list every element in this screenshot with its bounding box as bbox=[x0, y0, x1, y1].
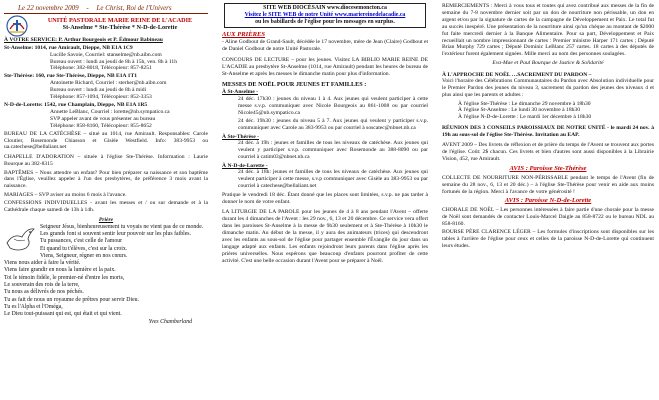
column-left bbox=[4, 0, 208, 400]
remerciements-text: REMERCIEMENTS : Merci à vous tous et toutes qui avez contribué aux messes de la fin de semaine du 7-8 novembre dernier soit par un don de nourriture non périssable, un don en argent et/ou par la signature de cartes de la campagne de Développement et Paix. Le total fut au succès inespéré. Une présentation de la nourriture ainsi qu'un chèque au montant de $2000 fut faite mercredi dernier à la Banque Alimentaire. Pour sa part, Développement et Paix recueillait un nombre impressionnant de cartes : Premier ministre Harper 171 cartes ; Député Brian Murphy 729 cartes ; Député Dominic LeBlanc 257 cartes. 18 cartes à des députés de l'extérieur furent également signées. Mille merci au nom des personnes soulagées. bbox=[442, 3, 654, 58]
parish-logo bbox=[6, 15, 28, 37]
dove-icon bbox=[4, 225, 36, 255]
messes-noel-title: MESSES DE NOËL POUR JEUNES ET FAMILLES : bbox=[222, 81, 367, 89]
avent-text: AVENT 2009 – Des livrets de réflexion et de prière du temps de l'Avent se trouvent aux portes de l'église. Coût: 2$ chacun. Ces livrets et bien d'autres sont aussi disponibles à la Librairie Vision, 452, rue Amirault. bbox=[442, 142, 654, 162]
mariages-notice: MARIAGES – SVP aviser au moins 6 mois à l'avance. bbox=[4, 191, 127, 198]
liturgie-text: LA LITURGIE DE LA PAROLE pour les jeunes de 4 à 8 ans pendant l'Avent – offerte durant les 4 dimanches de l'Avent : les 29 nov., 6, 13 et 20 décembre. Ce service vera offert dans les paroisses St-Anselme à la messe de 9h30 seulement et à Ste-Thérèse à 10h30 le dimanche matin. Au début de la messe, il y aura des animateurs (trices) qui descendront avec les enfants au sous-sol de l'église pour partager ensemble l'Évangile du jour dans un langage adapté aux enfants. Les enfants rejoindront leurs parents dans l'église après les prières universelles. Nous espérons que beaucoup d'enfants pourront profiter de cette activité. C'est une belle occasion durant l'Avent pour se préparer à Noël. bbox=[222, 209, 428, 264]
messes-footer: Pratique le vendredi 18 déc. Étant donné que les places sont limitées, s.v.p. ne pas tarder à donner le nom de votre enfant. bbox=[222, 191, 428, 205]
pardon-item: À l'église Ste-Thérèse : Le dimanche 29 novembre à 18h30 bbox=[458, 100, 591, 107]
pardon-item: À l'église N-D-de-Lorette : Le mardi 1er décembre à 18h30 bbox=[458, 114, 592, 121]
unit-banner bbox=[32, 17, 208, 32]
bulletin-header: Le 22 novembre 2009 - Le Christ, Roi de l'Univers bbox=[4, 3, 208, 14]
pardon-item: À l'église St-Anselme : Le lundi 30 novembre à 18h30 bbox=[458, 107, 581, 114]
bourse-text: BOURSE PÈRE CLARENCE LÉGER – Les formules d'inscriptions sont disponibles sur les tables à l'arrière de l'église pour ceux et celles de la paroisse N-D-de-Lorette qui continuent leurs études. bbox=[442, 229, 654, 250]
aux-prieres-title: AUX PRIÈRES bbox=[222, 31, 266, 38]
messe-item: 24 déc. 19h30 : jeunes du niveau 5 à 7. Aux jeunes qui veulent y participer s.v.p. communiquer avec Carole au 383-9953 ou par courriel à soscatec@nbnet.nb.ca bbox=[238, 118, 428, 132]
unit-site-link[interactable]: Visitez le SITE WEB de notre Unité www.mariereinedelacadie.ca bbox=[244, 12, 406, 18]
chorale-text: CHORALE DE NOËL – Les personnes intéressées à faire partie d'une chorale pour la messe de Noël sont demandés de contacter Louis-Marcel Daigle au 858-8722 ou le bureau NDL au 858-8160. bbox=[442, 207, 654, 228]
avis-ste-therese-title: AVIS : Paroisse Ste-Thérèse bbox=[509, 164, 587, 172]
prayer-author: Yves Chamberland bbox=[148, 318, 192, 325]
remerciements-signature: Eva-Mae et Paul Bourque de Justice & Solidarité bbox=[492, 59, 604, 66]
messe-item: 24 déc. à 19h : jeunes et familles de tous les niveaux de catéchèse. Aux jeunes qui veulent y participer s.v.p. communiquer avec Rosemonde au 388-8090 ou par courriel à catim03@nbnet.nb.ca bbox=[238, 140, 428, 161]
column-middle: SITE WEB DIOCÉSAIN www.diocesemoncton.ca Visitez le SITE WEB de notre Unité www.mariereinedelacadie.ca ou les babillards de l'église pour les messages en surplus. AUX PRIÈRES - Aline Godbout de Grand-Sault, décédée le 17 novembre, mère de Jean (Claire) Godbout et de Daniel Godbout de notre Unité Pastorale. CONCOURS DE LECTURE – pour les jeunes. Visitez LA BIBLIO MARIE REINE DE L'ACADIE au presbytère St-Anselme (1014, rue Amirault) pendant les heures de bureau de St-Anselme et après les messes le dimanche matin pour plus d'information. MESSES DE NOËL POUR JEUNES ET FAMILLES : À St-Anselme - 24 déc. 17h30 : jeunes du niveau 1 à 4. Aux jeunes qui veulent participer à cette messe s.v.p. communiquer avec Nicole Bourgeois au 861-1008 ou par courriel Nicole45@nb.sympatico.ca 24 déc. 19h30 : jeunes du niveau 5 à 7. Aux jeunes qui veulent y participer s.v.p. communiquer avec Carole au 383-9953 ou par courriel à soscatec@nbnet.nb.ca À Ste-Thérèse - 24 déc. à 19h : jeunes et familles de tous les niveaux de catéchèse. Aux jeunes qui veulent y participer s.v.p. communiquer avec Rosemonde au 388-8090 ou par courriel à catim03@nbnet.nb.ca À N-D-de-Lorette - 24 déc. à 18h: jeunes et familles de tous les niveaux de catéchèse. Aux jeunes qui veulent participer à cette messe, s.v.p communiquer avec Gisèle au 383-9953 ou par courriel à catechese@bellaliant.net Pratique le vendredi 18 déc. Étant donné que les places sont limitées, s.v.p. ne pas tarder à donner le nom de votre enfant. LA LITURGIE DE LA PAROLE pour les jeunes de 4 à 8 ans pendant l'Avent – offerte durant les 4 dimanches de l'Avent : les 29 nov., 6, 13 et 20 décembre. Ce service vera offert dans les paroisses St-Anselme à la messe de 9h30 seulement et à Ste-Thérèse à 10h30 le dimanche matin. Au début de la messe, il y aura des animateurs (trices) qui descendront avec les enfants au sous-sol de l'église pour partager ensemble l'Évangile du jour dans un langage adapté aux enfants. Les enfants rejoindront leurs parents dans l'église après les prières universelles. Nous espérons que beaucoup d'enfants pourront profiter de cette activité. C'est une belle occasion durant l'Avent pour se préparer à Noël. bbox=[222, 5, 428, 264]
prayer-title: Prière bbox=[98, 216, 114, 223]
ste-therese-block: Ste-Thérèse: 160, rue Ste-Thérèse, Dieppe, NB E1A 1T1 Antoinette Richard, Courriel : sterher@nb.aibn.com Bureau ouvert : lundi au jeudi de 8h à midi Téléphone: 857-1094, Télécopieur: 852-3353 bbox=[4, 73, 167, 101]
catechese-office: BUREAU DE LA CATÉCHÈSE – situé au 1014, rue Amirault. Responsables: Carole Cloutier, Rosemonde Chiasson et Gisèle Westfield. Info: 383-9953 ou ua.catechese@bellaliant.net bbox=[4, 130, 208, 151]
messe-item: 24 déc. 17h30 : jeunes du niveau 1 à 4. Aux jeunes qui veulent participer à cette messe s.v.p. communiquer avec Nicole Bourgeois au 861-1008 ou par courriel Nicole45@nb.sympatico.ca bbox=[238, 96, 428, 117]
header-date: Le 22 novembre 2009 bbox=[18, 4, 79, 12]
aux-prieres-text: - Aline Godbout de Grand-Sault, décédée le 17 novembre, mère de Jean (Claire) Godbout et de Daniel Godbout de notre Unité Pastorale. bbox=[222, 38, 428, 52]
concours-text: CONCOURS DE LECTURE – pour les jeunes. Visitez LA BIBLIO MARIE REINE DE L'ACADIE au presbytère St-Anselme (1014, rue Amirault) pendant les heures de bureau de St-Anselme et après les messes le dimanche matin pour plus d'information. bbox=[222, 56, 428, 77]
column-right bbox=[442, 0, 654, 400]
collecte-text: COLLECTE DE NOURRITURE NON-PÉRISSABLE pendant le temps de l'Avent (fin de semaine du 28 nov., 6, 13 et 20 déc.) – à l'église Ste-Thérèse pour venir en aide aux moins fortunés de la région. Merci à l'avance de votre générosité ! bbox=[442, 174, 654, 195]
st-anselme-block: St-Anselme: 1014, rue Amirault, Dieppe, NB E1A 1C9 Lucille Savoie, Courriel: stanselme@nb.aibn.com Bureau ouvert : lundi au jeudi de 8h à 15h, ven. 8h à 11h Téléphone: 382-8018, Télécopieur: 857-8251 bbox=[4, 44, 178, 72]
diocese-site-link[interactable]: SITE WEB DIOCÉSAIN www.diocesemoncton.ca bbox=[263, 5, 387, 11]
messe-item: 24 déc. à 18h: jeunes et familles de tous les niveaux de catéchèse. Aux jeunes qui veulent participer à cette messe, s.v.p communiquer avec Gisèle au 383-9953 ou par courriel à catechese@bellaliant.net bbox=[238, 169, 428, 190]
website-box: SITE WEB DIOCÉSAIN www.diocesemoncton.ca Visitez le SITE WEB de notre Unité www.mariereinedelacadie.ca ou les babillards de l'église pour les messages en surplus. bbox=[224, 3, 426, 28]
pardon-title: À L'APPROCHE DE NOËL …SACREMENT DU PARDON – bbox=[442, 71, 592, 78]
avis-nd-lorette-title: AVIS : Paroisse N-D-de-Lorette bbox=[504, 197, 592, 205]
nd-lorette-block: N-D-de-Lorette: 1542, rue Champlain, Dieppe, NB E1A 1R5 Annette LeBlanc, Courriel : lorette@nb.sympatico.ca SVP appeler avant de vous présenter au bureau Téléphone: 858-8160, Télécopieur: 855-8652 bbox=[4, 101, 170, 129]
baptemes-notice: BAPTÊMES – Nous attendre un enfant? Pour bien préparer sa naissance et son baptême dans l'Église, veuillez appeler à l'un des presbytères, de préférence 3 mois avant la naissance. bbox=[4, 169, 208, 190]
chapelle-notice: CHAPELLE D'ADORATION – située à l'église Ste-Thérèse. Information : Laurie Bourque au 382-8315 bbox=[4, 154, 208, 168]
confessions-notice: CONFESSIONS INDIVIDUELLES - avant les messes et / ou sur demande et à la Cathédrale chaque samedi de 13h à 14h. bbox=[4, 199, 208, 213]
reunion-text: RÉUNION DES 3 CONSEILS PAROISSIAUX DE NOTRE UNITÉ - le mardi 24 nov. à 19h au sous-sol de l'église Ste-Thérèse. Invitation au EAP. bbox=[442, 125, 654, 139]
unit-name: UNITÉ PASTORALE MARIE REINE DE L'ACADIE bbox=[47, 17, 193, 24]
pardon-intro: Voici l'horaire des Célébrations Communautaires du Pardon avec Absolution individuelle pour le Premier Pardon des jeunes du niveau 3, sacrement du pardon des jeunes des niveaux 4 et plus ainsi que les parents et adultes : bbox=[442, 78, 654, 99]
unit-parishes: St-Anselme * Ste-Thérèse * N-D-de-Lorette bbox=[62, 24, 178, 32]
header-feast: Le Christ, Roi de l'Univers bbox=[96, 4, 172, 12]
prayer-text: Seigneur Jésus, bienheureusement tu voyais ne vient pas de ce monde. Les grands font si souvent sentir leur pouvoir sur les plus faibles. Tu pussances, c'est celle de l'amour Et quand tu t'élèves, c'est sur la croix. Viens, Seigneur, régner en nos cœurs. Viens nous aider à faire la vérité. Viens faire grandir en nous la lumière et la paix. Toi le témoin fidèle, le premier-né d'entre les morts, Le souverain des rois de la terre, Tu nous as délivrés de nos péchés. Tu as fait de nous un royaume de prêtres pour servir Dieu. Tu es l'Alpha et l'Oméga, Le Dieu tout-puissant qui est, qui était et qui vient. Yves Chamberland bbox=[4, 224, 208, 326]
service-title: À VOTRE SERVICE: P. Arthur Bourgeois et P. Édmour Babineau bbox=[4, 36, 163, 43]
